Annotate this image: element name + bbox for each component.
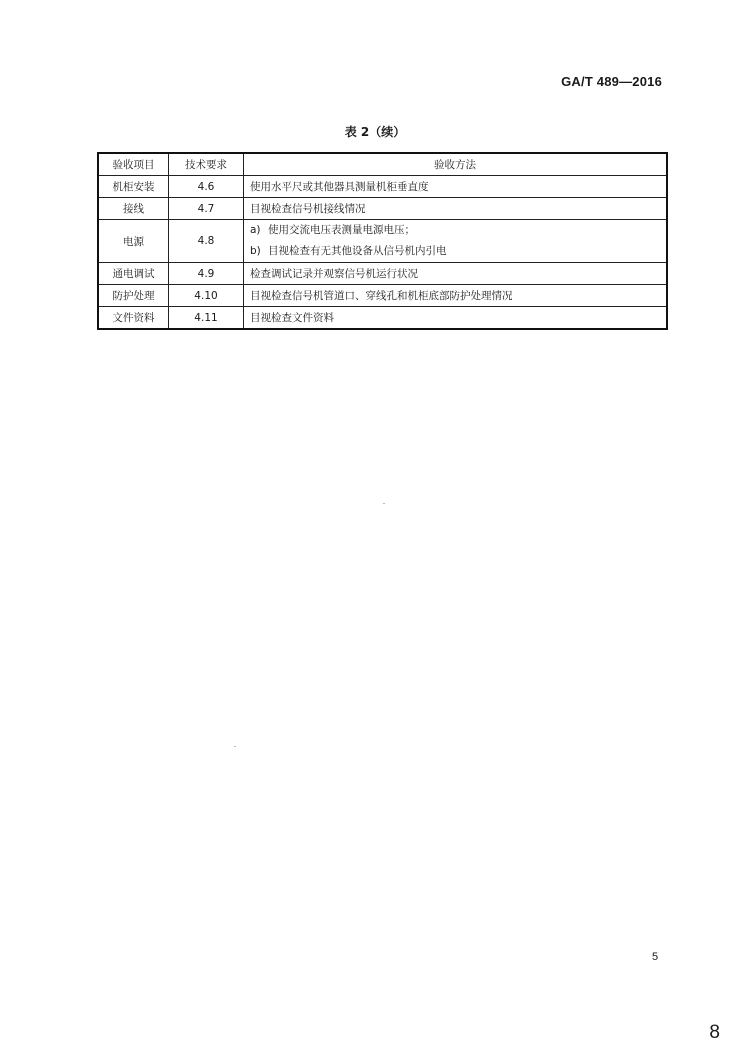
cell-requirement: 4.10 — [169, 285, 244, 307]
scan-speck — [234, 746, 236, 747]
cell-method: 目视检查文件资料 — [244, 307, 668, 330]
cell-requirement: 4.7 — [169, 198, 244, 220]
scan-page-number: 8 — [709, 1022, 720, 1043]
table-row — [98, 263, 667, 285]
cell-method: 目视检查信号机管道口、穿线孔和机柜底部防护处理情况 — [244, 285, 668, 307]
method-line — [250, 220, 660, 241]
cell-requirement: 4.6 — [169, 176, 244, 198]
cell-item: 接线 — [98, 198, 169, 220]
method-text: 目视检查有无其他设备从信号机内引电 — [268, 245, 447, 257]
method-line — [250, 241, 660, 262]
cell-item: 防护处理 — [98, 285, 169, 307]
cell-item: 机柜安装 — [98, 176, 169, 198]
cell-requirement: 4.8 — [169, 220, 244, 263]
cell-method — [244, 220, 668, 263]
cell-method: 目视检查信号机接线情况 — [244, 198, 668, 220]
page-number: 5 — [652, 951, 659, 963]
method-text: 使用交流电压表测量电源电压； — [268, 224, 415, 236]
table-header-row — [98, 153, 667, 176]
table-row — [98, 176, 667, 198]
acceptance-table — [97, 152, 668, 330]
column-header-item: 验收项目 — [98, 153, 169, 176]
table-row — [98, 198, 667, 220]
standard-code: GA/T 489—2016 — [561, 74, 662, 89]
table-row — [98, 285, 667, 307]
cell-requirement: 4.11 — [169, 307, 244, 330]
cell-method: 使用水平尺或其他器具测量机柜垂直度 — [244, 176, 668, 198]
cell-item: 通电调试 — [98, 263, 169, 285]
cell-item: 电源 — [98, 220, 169, 263]
column-header-requirement: 技术要求 — [169, 153, 244, 176]
list-label: a) — [250, 224, 261, 236]
cell-method: 检查调试记录并观察信号机运行状况 — [244, 263, 668, 285]
cell-item: 文件资料 — [98, 307, 169, 330]
cell-requirement: 4.9 — [169, 263, 244, 285]
scan-speck — [383, 503, 385, 504]
table-title: 表 2（续） — [344, 125, 406, 139]
table-row — [98, 307, 667, 330]
list-label: b) — [250, 245, 261, 257]
column-header-method: 验收方法 — [244, 153, 668, 176]
table-row — [98, 220, 667, 263]
